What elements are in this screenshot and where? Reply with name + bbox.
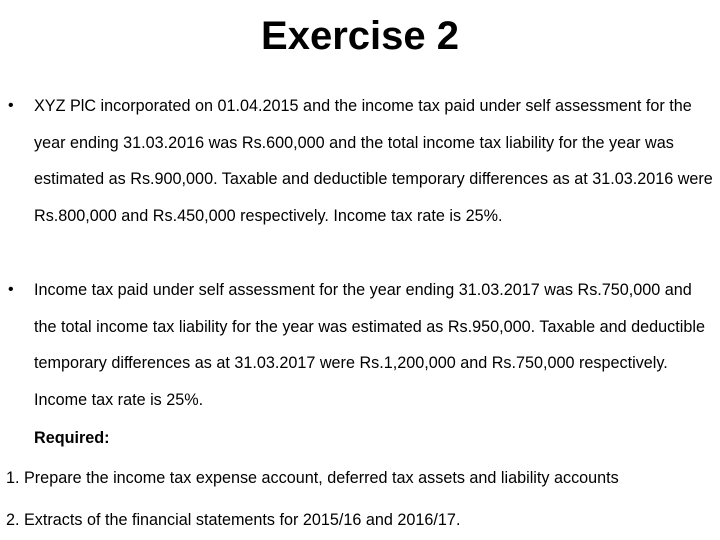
task-item: 1. Prepare the income tax expense account, deferred tax assets and liability accounts (6, 469, 619, 487)
bullet-paragraph: XYZ PlC incorporated on 01.04.2015 and the income tax paid under self assessment for the year ending 31.03.2016 was Rs.600,000 and the total income tax liability for the year was estimated as Rs.900,000. Taxable and deductible temporary differences as at 31.03.2016 were Rs.800,000 and Rs.450,000 respectively. Income tax rate is 25%. (34, 97, 713, 225)
slide-title: Exercise 2 (261, 14, 459, 58)
task-item: 2. Extracts of the financial statements for 2015/16 and 2016/17. (6, 511, 461, 529)
bullet-icon: • (8, 281, 14, 298)
required-label: Required: (34, 429, 110, 447)
bullet-paragraph: Income tax paid under self assessment for the year ending 31.03.2017 was Rs.750,000 and the total income tax liability for the year was estimated as Rs.950,000. Taxable and deductible temporary differences as at 31.03.2017 were Rs.1,200,000 and Rs.750,000 respectively. Income tax rate is 25%. (34, 281, 705, 409)
bullet-icon: • (8, 97, 14, 114)
bullet-item (8, 272, 714, 418)
bullet-item (8, 88, 714, 234)
